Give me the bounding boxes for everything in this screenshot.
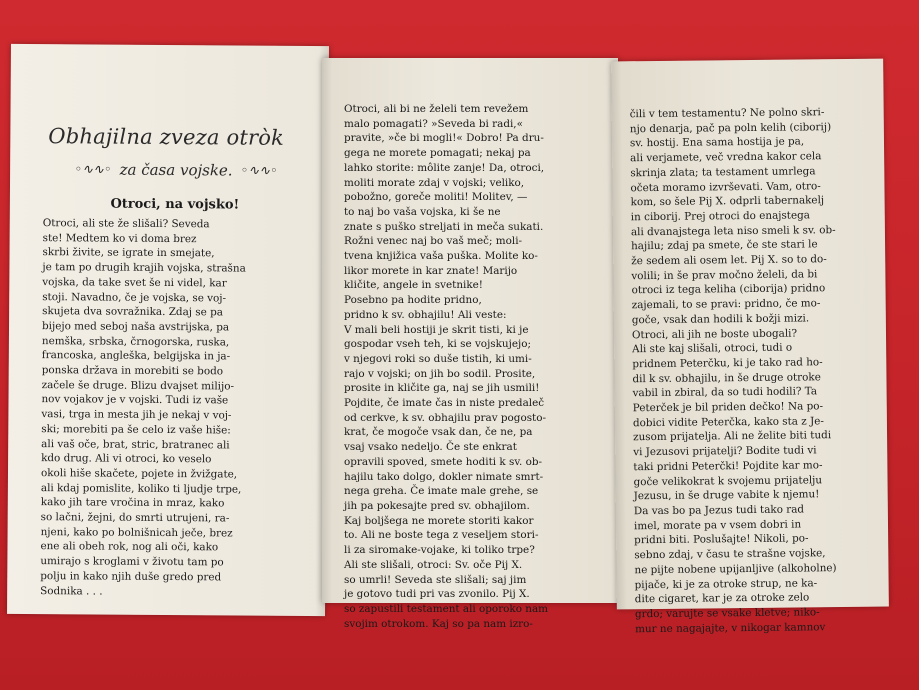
text-line: prosite in kličite ga, naj se jih usmili! <box>344 382 540 395</box>
flourish-right-icon: ◦∿∿◦ <box>240 163 278 179</box>
text-line: malo pomagati? »Seveda bi radi,« <box>344 117 523 130</box>
leaflet-panel-middle <box>322 58 618 630</box>
text-line: zajemali, to se pravi: pridno, če mo- <box>631 297 821 312</box>
text-line: krat, če mogoče vsak dan, če ne, pa <box>344 426 533 439</box>
text-line: skrinja zlata; ta testament umrlega <box>630 165 816 180</box>
text-line: Pojdite, če imate čas in niste predaleč <box>344 397 545 410</box>
text-line: nov vojakov je v vojski. Tudi iz vaše <box>41 393 229 407</box>
text-line: V mali beli hostiji je skrit tisti, ki je <box>344 323 529 336</box>
text-line: jih pa pokesajte pred sv. obhajilom. <box>344 499 530 512</box>
text-line: goče velikokrat k svojemu prijatelju <box>633 473 823 488</box>
column-text-2 <box>344 102 606 631</box>
leaflet-panel-left <box>7 44 329 616</box>
text-line: vabil in zbiral, da so tudi hodili? Ta <box>632 385 818 400</box>
text-line: Otroci, ali bi ne želeli tem revežem <box>344 103 529 115</box>
text-line: opravili spoved, smete hoditi k sv. ob- <box>344 455 543 468</box>
text-line: lahko storite: môlite zanje! Da, otroci, <box>344 161 545 174</box>
text-line: otroci iz tega keliha (ciborija) pridno <box>631 282 826 297</box>
text-line: ali kdaj pomislite, koliko ti ljudje trpe, <box>40 481 242 496</box>
text-line: Peterček je bil priden dečko! Na po- <box>632 400 824 415</box>
text-line: Da vas bo pa Jezus tudi tako rad <box>633 503 805 518</box>
column-text-1 <box>40 216 293 600</box>
text-line: kako jih tare vročina in mraz, kako <box>40 496 225 510</box>
leaflet-subtitle <box>56 160 296 180</box>
text-line: je tam po drugih krajih vojska, strašna <box>42 261 246 275</box>
text-line: rajo v vojski; on jih bo sodil. Prosite, <box>344 367 536 380</box>
text-line: svojim otrokom. Kaj so pa nam izro- <box>344 617 533 630</box>
text-line: Ali ste kaj slišali, otroci, tudi o <box>632 341 793 356</box>
text-line: zusom prijatelja. Ali ne želite biti tudi <box>633 429 832 444</box>
text-line: ponska država in morebiti se bodo <box>41 364 224 378</box>
text-line: vasi, trga in mesta jih je nekaj v voj- <box>41 408 232 422</box>
text-line: je gotovo tudi pri vas zvonilo. Pij X. <box>344 588 530 601</box>
text-line: v njegovi roki so duše tistih, ki umi- <box>344 352 532 365</box>
leaflet-title: Obhajilna zveza otròk <box>48 124 285 150</box>
text-line: francoska, angleška, belgijska in ja- <box>41 349 231 363</box>
text-line: dobici vidite Peterčka, kako sta z Je- <box>632 414 824 429</box>
text-line: pridno k sv. obhajilu! Ali veste: <box>344 308 507 321</box>
text-line: ali dvanajstega leta niso smeli k sv. ob- <box>630 223 836 238</box>
text-line: skujeta dva sovražnika. Zdaj se pa <box>42 305 223 319</box>
text-line: bijejo med seboj naša avstrijska, pa <box>41 320 230 334</box>
text-line: Ali ste slišali, otroci: Sv. oče Pij X. <box>344 558 523 571</box>
text-line: goče, vsak dan hodili k božji mizi. <box>631 312 810 327</box>
section-heading: Otroci, na vojsko! <box>110 196 240 213</box>
text-line: in ciborij. Prej otroci do enajstega <box>630 209 811 224</box>
text-line: ski; morebiti pa še celo iz vaše hiše: <box>41 422 231 437</box>
text-line: pridni biti. Poslušajte! Nikoli, po- <box>634 532 809 547</box>
leaflet-panel-right <box>611 59 889 635</box>
text-line: kdo drug. Ali vi otroci, ko veselo <box>41 452 212 466</box>
text-line: že sedem ali osem let. Pij X. so to do- <box>631 253 827 268</box>
text-line: skrbi živite, se igrate in smejate, <box>42 246 215 260</box>
text-line: znate s puško streljati in meča sukati. <box>344 220 544 233</box>
text-line: okoli hiše skačete, pojete in žvižgate, <box>40 467 238 481</box>
text-line: nemška, srbska, črnogorska, ruska, <box>41 334 230 349</box>
text-line: to naj bo vaša vojska, ki še ne <box>344 205 501 218</box>
text-line: njeni, kako po bolnišnicah ječe, brez <box>40 525 233 540</box>
text-line: to. Ali ne boste tega z veseljem stori- <box>344 529 539 542</box>
text-line: vi Jezusovi prijatelji? Bodite tudi vi <box>633 444 817 459</box>
text-line: dite cigaret, kar je za otroke zelo <box>634 591 810 606</box>
text-line: umirajo s kroglami v životu tam po <box>40 555 224 569</box>
fold-shadow <box>322 58 332 603</box>
text-line: Otroci, ali jih ne boste ubogali? <box>631 327 798 341</box>
text-line: pijače, ki je za otroke strup, ne ka- <box>634 576 818 591</box>
text-line: so lačni, žejni, do smrti utrujeni, ra- <box>40 511 230 525</box>
text-line: grdo; varujte se vsake kletve; niko- <box>634 606 820 621</box>
text-line: nega greha. Če imate male grehe, se <box>344 485 539 498</box>
text-line: začele še druge. Blizu dvajset milijo- <box>41 378 235 393</box>
text-line: čili v tem testamentu? Ne polno skri- <box>629 106 825 121</box>
text-line: volili; in še prav močno želeli, da bi <box>631 268 818 282</box>
text-line: likor morete in kar znate! Marijo <box>344 264 518 277</box>
text-line: sv. hostij. Ena sama hostija je pa, <box>629 135 805 150</box>
text-line: Sodnika . . . <box>40 584 103 598</box>
text-line: pravite, »če bi mogli!« Dobro! Pa dru- <box>344 132 544 145</box>
text-line: Posebno pa hodite pridno, <box>344 294 482 307</box>
text-line: so umrli! Seveda ste slišali; saj jim <box>344 573 527 586</box>
text-line: hajilu tako dolgo, dokler nimate smrt- <box>344 470 544 483</box>
text-line: li za siromake-vojake, ki toliko trpe? <box>344 544 535 557</box>
text-line: vsaj vsako nedeljo. Če ste enkrat <box>344 441 517 454</box>
text-line: pridnem Peterčku, ki je tako rad ho- <box>632 356 823 371</box>
text-line: ne pijte nobene upijanljive (alkoholne) <box>634 561 837 577</box>
text-line: moliti morate zdaj v vojski; veliko, <box>344 176 525 189</box>
text-line: stoji. Navadno, če je vojska, se voj- <box>42 290 227 304</box>
text-line: očeta moramo izvrševati. Vam, otro- <box>630 179 821 194</box>
text-line: polju in kako njih duše gredo pred <box>40 569 222 584</box>
text-line: gega ne morete pomagati; nekaj pa <box>344 147 531 160</box>
text-line: Kaj boljšega ne morete storiti kakor <box>344 514 534 527</box>
text-line: gospodar vseh teh, ki se vojskujejo; <box>344 338 531 351</box>
text-line: ali vaš oče, brat, stric, bratranec ali <box>41 437 230 451</box>
text-line: vojska, da take svet še ni videl, kar <box>42 275 227 290</box>
text-line: Otroci, ali ste že slišali? Seveda <box>42 217 210 231</box>
text-line: sebno zdaj, v času te strašne vojske, <box>634 547 826 562</box>
text-line: tvena knjižica vaša puška. Molite ko- <box>344 250 538 263</box>
flourish-left-icon: ◦∿∿◦ <box>74 161 112 178</box>
text-line: kličite, angele in svetnike! <box>344 279 483 292</box>
text-line: so zapustili testament ali oporoko nam <box>344 602 549 615</box>
subtitle-text: za časa vojske. <box>119 160 233 180</box>
text-line: kom, so šele Pij X. odprli tabernakelj <box>630 194 825 209</box>
text-line: Rožni venec naj bo vaš meč; moli- <box>344 235 523 248</box>
text-line: dil k sv. obhajilu, in še druge otroke <box>632 370 821 385</box>
text-line: pobožno, goreče moliti! Molitev, — <box>344 191 528 204</box>
text-line: mur ne nagajajte, v nikogar kamnov <box>635 620 826 635</box>
text-line: imel, morate pa v vsem dobri in <box>633 518 802 532</box>
text-line: hajilu; zdaj pa smete, če ste stari le <box>631 238 818 253</box>
text-line: Jezusu, in še druge vabite k njemu! <box>633 488 820 503</box>
text-line: ene ali obeh rok, nog ali oči, kako <box>40 540 219 554</box>
text-line: ste! Medtem ko vi doma brez <box>42 231 197 245</box>
text-line: od cerkve, k sv. obhajilu prav pogosto- <box>344 411 546 424</box>
text-line: ali verjamete, več vredna kakor cela <box>630 150 822 165</box>
column-text-3 <box>630 105 876 637</box>
text-line: njo denarja, pač pa poln kelih (ciborij) <box>629 120 832 135</box>
text-line: taki pridni Peterčki! Pojdite kar mo- <box>633 459 823 474</box>
